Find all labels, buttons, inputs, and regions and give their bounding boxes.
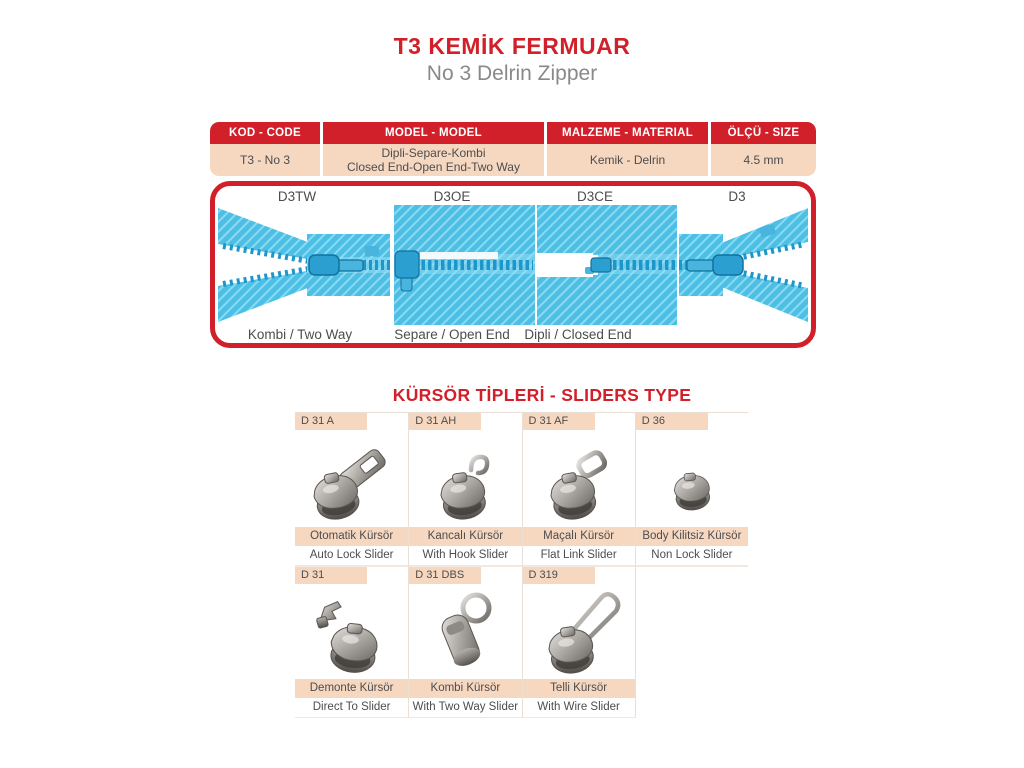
slider-name-tr: Otomatik Kürsör bbox=[295, 527, 408, 546]
header-cell-material: MALZEME - MATERIAL bbox=[547, 122, 708, 144]
zipper-images bbox=[215, 204, 811, 326]
page-subtitle: No 3 Delrin Zipper bbox=[426, 62, 598, 85]
cell-size: 4.5 mm bbox=[711, 144, 816, 176]
slider-code-tag: D 31 AH bbox=[409, 413, 481, 430]
slider-image-d31 bbox=[302, 586, 402, 678]
cell-code: T3 - No 3 bbox=[210, 144, 320, 176]
slider-code-tag: D 31 A bbox=[295, 413, 367, 430]
zipper-caption-open-end: Separe / Open End bbox=[394, 327, 510, 342]
slider-cell-d31ah bbox=[408, 413, 521, 566]
slider-row-1 bbox=[295, 413, 748, 566]
spec-table bbox=[210, 122, 816, 176]
spec-table-header-row bbox=[210, 122, 816, 144]
zipper-panel-box bbox=[210, 181, 816, 348]
zipper-caption-two-way: Kombi / Two Way bbox=[247, 327, 353, 342]
spec-table-body-row bbox=[210, 144, 816, 176]
slider-cell-d31a bbox=[295, 413, 408, 566]
slider-image-d319 bbox=[529, 586, 629, 678]
slider-name-tr: Kancalı Kürsör bbox=[409, 527, 521, 546]
slider-name-tr: Maçalı Kürsör bbox=[523, 527, 635, 546]
slider-image-d31af bbox=[529, 432, 629, 526]
zipper-image-d3oe bbox=[394, 205, 535, 325]
sliders-section-title: KÜRSÖR TİPLERİ - SLIDERS TYPE bbox=[392, 385, 692, 405]
slider-image-d36 bbox=[642, 432, 742, 526]
zipper-image-d3 bbox=[679, 208, 808, 322]
slider-cell-d31af bbox=[522, 413, 635, 566]
zipper-code-d3tw: D3TW bbox=[277, 189, 317, 204]
header-cell-code: KOD - CODE bbox=[210, 122, 320, 144]
slider-name-en: With Hook Slider bbox=[409, 546, 521, 566]
header-cell-size: ÖLÇÜ - SIZE bbox=[711, 122, 816, 144]
slider-name-en: Auto Lock Slider bbox=[295, 546, 408, 566]
zipper-code-d3ce: D3CE bbox=[576, 189, 614, 204]
cell-model-line2: Closed End-Open End-Two Way bbox=[347, 160, 520, 174]
zipper-code-d3: D3 bbox=[728, 189, 746, 204]
cell-material: Kemik - Delrin bbox=[547, 144, 708, 176]
slider-name-en: Flat Link Slider bbox=[523, 546, 635, 566]
zipper-caption-closed-end: Dipli / Closed End bbox=[524, 327, 632, 342]
slider-name-tr: Telli Kürsör bbox=[523, 679, 635, 698]
slider-image-d31dbs bbox=[415, 586, 515, 678]
page-title: T3 KEMİK FERMUAR bbox=[393, 33, 631, 59]
zipper-code-d3oe: D3OE bbox=[433, 189, 471, 204]
slider-cell-empty bbox=[635, 566, 748, 718]
slider-grid bbox=[295, 412, 748, 718]
slider-name-en: Direct To Slider bbox=[295, 698, 408, 718]
slider-name-en: With Wire Slider bbox=[523, 698, 635, 718]
slider-code-tag: D 31 DBS bbox=[409, 567, 481, 584]
cell-model bbox=[323, 144, 544, 176]
slider-name-tr: Demonte Kürsör bbox=[295, 679, 408, 698]
slider-name-en: With Two Way Slider bbox=[409, 698, 521, 718]
zipper-image-d3tw bbox=[218, 208, 390, 322]
slider-name-tr: Body Kilitsiz Kürsör bbox=[636, 527, 748, 546]
slider-code-tag: D 31 bbox=[295, 567, 367, 584]
slider-code-tag: D 31 AF bbox=[523, 413, 595, 430]
header-cell-model: MODEL - MODEL bbox=[323, 122, 544, 144]
slider-code-tag: D 36 bbox=[636, 413, 708, 430]
slider-row-2 bbox=[295, 566, 748, 718]
slider-name-en: Non Lock Slider bbox=[636, 546, 748, 566]
slider-cell-d31dbs bbox=[408, 566, 521, 718]
zipper-image-d3ce bbox=[537, 205, 677, 325]
slider-image-d31ah bbox=[415, 432, 515, 526]
slider-cell-d36 bbox=[635, 413, 748, 566]
slider-cell-d31 bbox=[295, 566, 408, 718]
slider-cell-d319 bbox=[522, 566, 635, 718]
cell-model-line1: Dipli-Separe-Kombi bbox=[381, 146, 486, 160]
slider-code-tag: D 319 bbox=[523, 567, 595, 584]
slider-image-d31a bbox=[302, 432, 402, 526]
slider-name-tr: Kombi Kürsör bbox=[409, 679, 521, 698]
